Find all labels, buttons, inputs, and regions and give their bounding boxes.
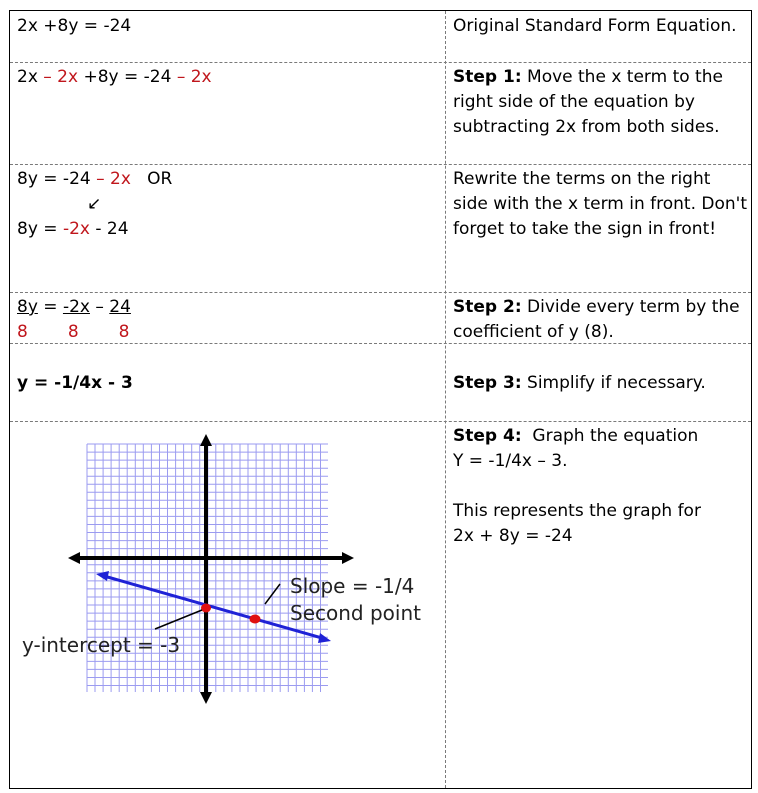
step-1-label: Step 1: [453, 67, 522, 87]
eq-term: 2x [17, 67, 44, 87]
spacer [453, 474, 749, 499]
step-4-paragraph-1: This represents the graph for [453, 501, 701, 521]
step-4-description: Graph the equation [521, 426, 699, 446]
step-1-equation [17, 65, 437, 90]
eq-term: +8y = -24 [78, 67, 177, 87]
steps-table [9, 10, 752, 789]
step-2-label: Step 2: [453, 297, 522, 317]
step-4-label: Step 4: [453, 426, 522, 446]
or-label: OR [130, 169, 173, 189]
division-equation [17, 295, 437, 345]
division-denominators [17, 320, 437, 345]
eq-term: 8y = -24 [17, 169, 97, 189]
numerator: -2x [62, 297, 90, 317]
denominator: 8 [67, 322, 79, 342]
step-3-label: Step 3: [453, 373, 522, 393]
step-3-text [453, 371, 749, 396]
step-2-description: Divide every term by the coefficient of y (8). [453, 297, 740, 342]
second-point-label: Second point [290, 601, 421, 625]
y-axis-up-arrow-icon [200, 434, 212, 446]
second-point [250, 615, 261, 624]
eq-x-term: -2x [62, 219, 90, 239]
step-4-text [453, 424, 749, 549]
intercept-label: y-intercept = -3 [22, 633, 181, 657]
original-equation: 2x +8y = -24 [17, 16, 132, 36]
denominator: 8 [17, 322, 28, 342]
eq-subtract-term: – 2x [96, 169, 131, 189]
step-1-text [453, 65, 749, 140]
row-step-4 [10, 421, 751, 788]
y-intercept-point [201, 604, 211, 613]
step-4-equation: Y = -1/4x – 3. [453, 451, 568, 471]
row-step-2 [10, 292, 751, 343]
rewrite-equations [17, 167, 437, 242]
denominator: 8 [118, 322, 130, 342]
step-2-text [453, 295, 749, 345]
rewrite-arrow-icon: ↙ [87, 194, 102, 214]
x-axis-right-arrow-icon [342, 552, 354, 564]
eq-term: - 24 [89, 219, 129, 239]
original-note: Original Standard Form Equation. [453, 16, 737, 36]
slope-label: Slope = -1/4 [290, 574, 415, 598]
step-1-description: Move the x term to the right side of the equation by subtracting 2x from both sides. [453, 67, 723, 137]
row-step-3 [10, 343, 751, 421]
rewrite-note: Rewrite the terms on the right side with the x term in front. Don't forget to take the sign in front! [453, 169, 748, 239]
eq-subtract-term: – 2x [43, 67, 79, 87]
minus-sign: – [89, 297, 110, 317]
line-graph [10, 422, 440, 712]
eq-sign: = [37, 297, 63, 317]
row-rewrite [10, 164, 751, 292]
numerator: 8y [17, 297, 38, 317]
rewrite-line-2 [17, 217, 437, 242]
eq-subtract-term: – 2x [176, 67, 212, 87]
row-step-1 [10, 62, 751, 164]
division-numerators [17, 295, 437, 320]
eq-term: 8y = [17, 219, 63, 239]
line-right-arrow-icon [318, 633, 331, 643]
step-3-description: Simplify if necessary. [521, 373, 706, 393]
step-4-heading [453, 424, 749, 449]
rewrite-line-1 [17, 167, 437, 192]
y-axis-down-arrow-icon [200, 692, 212, 704]
numerator: 24 [109, 297, 131, 317]
step-4-paragraph-2: 2x + 8y = -24 [453, 526, 573, 546]
simplified-equation: y = -1/4x - 3 [17, 373, 133, 393]
row-original [10, 11, 751, 62]
x-axis-left-arrow-icon [68, 552, 80, 564]
